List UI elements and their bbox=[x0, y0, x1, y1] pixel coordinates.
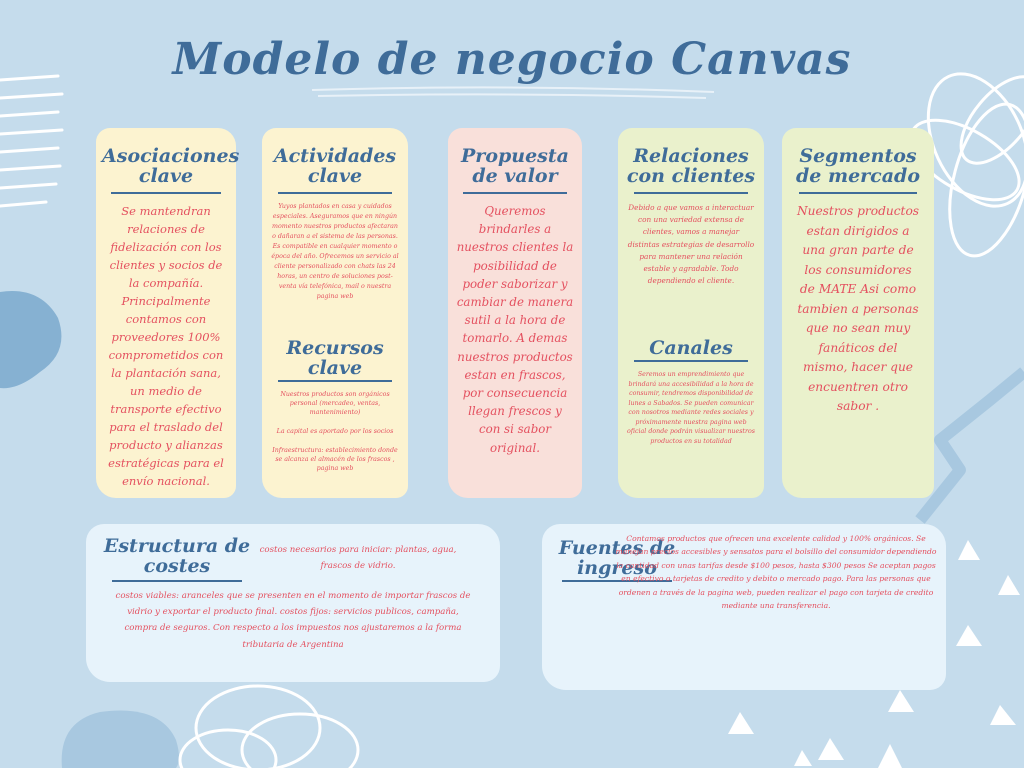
canales-text: Seremos un emprendimiento que brindará una accesibilidad a la hora de consumir, tendremos disponibilidad de lunes a Sabados. Se pueden comunicar con nosotros mediante redes sociales y próximamente nuestra pagina web oficial donde podrán visualizar nuestros productos en su totalidad bbox=[627, 371, 755, 445]
propuesta-de-valor-heading: Propuesta de valor bbox=[461, 145, 569, 187]
fuentes-ingreso-text: Contamos productos que ofrecen una excelente calidad y 100% orgánicos. Se manejan precios accesibles y sensatos para el bolsillo del consumidor dependiendo la cantidad con unas tarifas desde $100 pesos, hasta $300 pesos Se aceptan pagos en efectivo o tarjetas de credito y debito o mercado pago. Para las personas que ordenen a través de la pagina web, pueden realizar el pago con tarjeta de credito mediante una transferencia. bbox=[615, 534, 937, 611]
recursos-clave-line: Infraestructura: establecimiento donde se alcanza el almacén de los frascos , pagina web bbox=[272, 447, 398, 472]
segmentos-mercado-divider bbox=[799, 192, 918, 194]
segmentos-mercado-card bbox=[782, 128, 934, 498]
asociaciones-clave-divider bbox=[111, 192, 220, 194]
estructura-costes-text: costos viables: aranceles que se presenten en el momento de importar frascos de vidrio y exportar el producto final. costos fijos: servicios publicos, campaña, compra de seguros. Con respecto a los impuestos nos ajustaremos a la forma tributaria de Argentina bbox=[115, 591, 471, 650]
bottom-left-blob-decoration bbox=[62, 711, 179, 768]
actividades-clave-divider bbox=[278, 192, 392, 194]
asociaciones-clave-text: Se mantendran relaciones de fidelización con los clientes y socios de la compañía. Principalmente contamos con proveedores 100% comprometidos con la plantación sana, un medio de transporte efectivo para el traslado del producto y alianzas estratégicas para el envío nacional. bbox=[108, 204, 224, 488]
left-stripes-decoration bbox=[0, 76, 62, 206]
recursos-clave-line: La capital es aportado por los socios bbox=[276, 428, 394, 435]
estructura-costes-heading: Estructura de costes bbox=[103, 535, 251, 577]
recursos-clave-heading: Recursos clave bbox=[286, 337, 384, 379]
propuesta-de-valor-text: Queremos brindarles a nuestros clientes la posibilidad de poder saborizar y cambiar de manera sutil a la hora de tomarlo. A demas nuestros productos estan en frascos, por consecuencia llegan frescos y con si sabor original. bbox=[456, 204, 574, 455]
fuentes-ingreso-heading: Fuentes de ingreso bbox=[558, 537, 676, 579]
relaciones-clientes-card bbox=[618, 128, 764, 498]
relaciones-clientes-divider bbox=[634, 192, 748, 194]
recursos-clave-divider bbox=[278, 380, 392, 382]
segmentos-mercado-text: Nuestros productos estan dirigidos a una gran parte de los consumidores de MATE Asi como tambien a personas que no sean muy fanáticos del mismo, hacer que encuentren otro sabor . bbox=[796, 204, 920, 413]
estructura-costes-side-text: costos necesarios para iniciar: plantas, agua, frascos de vidrio. bbox=[259, 545, 457, 571]
title-underline-decoration bbox=[312, 87, 714, 98]
page-title: Modelo de negocio Canvas bbox=[172, 34, 852, 85]
relaciones-clientes-text: Debido a que vamos a interactuar con una variedad extensa de clientes, vamos a manejar distintas estrategias de desarrollo para mantener una relación estable y agradable. Todo dependiendo el cliente. bbox=[627, 203, 755, 286]
estructura-costes-box bbox=[86, 524, 500, 682]
actividades-clave-heading: Actividades clave bbox=[273, 145, 397, 187]
asociaciones-clave-heading: Asociaciones clave bbox=[102, 145, 240, 187]
propuesta-de-valor-divider bbox=[463, 192, 568, 194]
actividades-clave-text: Yuyos plantados en casa y cuidados especiales. Aseguramos que en ningún momento nuestros productos afectaran o dañaran a el sistema de las personas. Es compatible en cualquier momento o época del año. Ofrecemos un servicio al cliente personalizado con chats las 24 horas, un centro de soluciones post-venta vía telefónica, mail o nuestra pagina web bbox=[271, 203, 399, 300]
canales-divider bbox=[634, 360, 748, 362]
actividades-clave-card bbox=[262, 128, 408, 498]
recursos-clave-line: Nuestros productos son orgánicos personal (mercadeo, ventas, mantenimiento) bbox=[280, 391, 390, 416]
estructura-costes-divider bbox=[112, 580, 242, 582]
segmentos-mercado-heading: Segmentos de mercado bbox=[795, 145, 921, 187]
propuesta-de-valor-card bbox=[448, 128, 582, 498]
fuentes-ingreso-box bbox=[542, 524, 946, 690]
left-blob-decoration bbox=[0, 291, 61, 388]
relaciones-clientes-heading: Relaciones con clientes bbox=[626, 145, 756, 187]
asociaciones-clave-card bbox=[96, 128, 240, 498]
canales-heading: Canales bbox=[649, 337, 733, 359]
zigzag-line-decoration bbox=[920, 372, 1024, 520]
bottom-swirl-decoration bbox=[180, 686, 358, 768]
